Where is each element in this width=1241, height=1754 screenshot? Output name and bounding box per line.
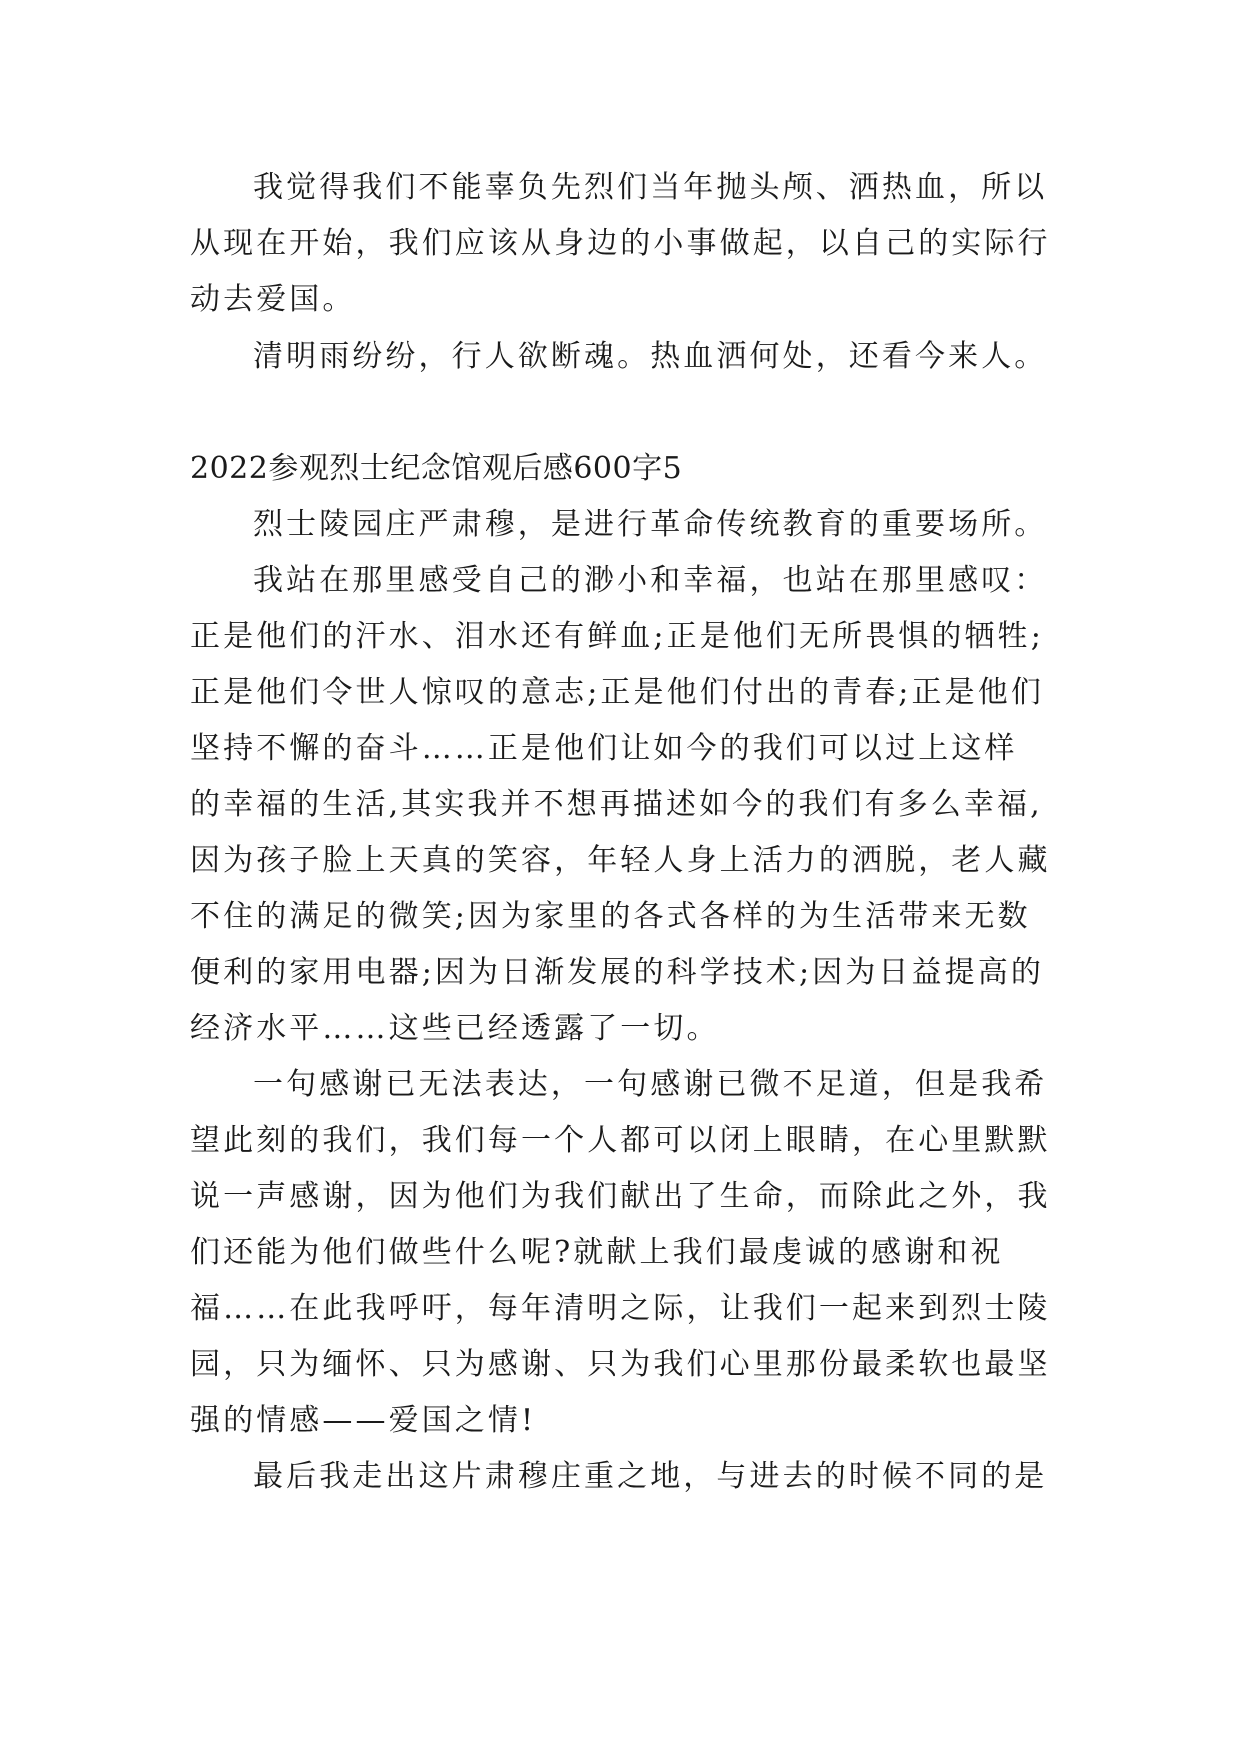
paragraph-line: 烈士陵园庄严肃穆，是进行革命传统教育的重要场所。 — [253, 507, 1048, 542]
paragraph-line: 说一声感谢，因为他们为我们献出了生命，而除此之外，我 — [190, 1179, 1051, 1214]
paragraph-line: 清明雨纷纷，行人欲断魂。热血洒何处，还看今来人。 — [253, 339, 1048, 374]
paragraph-line: 正是他们令世人惊叹的意志;正是他们付出的青春;正是他们 — [190, 675, 1044, 710]
paragraph-line: 我觉得我们不能辜负先烈们当年抛头颅、洒热血，所以 — [253, 170, 1048, 205]
paragraph-line: 望此刻的我们，我们每一个人都可以闭上眼睛，在心里默默 — [190, 1123, 1051, 1158]
section-heading: 2022参观烈士纪念馆观后感600字5 — [190, 451, 683, 486]
paragraph-line: 便利的家用电器;因为日渐发展的科学技术;因为日益提高的 — [190, 955, 1044, 990]
paragraph-line: 最后我走出这片肃穆庄重之地，与进去的时候不同的是 — [253, 1459, 1048, 1494]
paragraph-line: 强的情感——爱国之情! — [190, 1403, 537, 1438]
paragraph-line: 从现在开始，我们应该从身边的小事做起，以自己的实际行 — [190, 226, 1051, 261]
paragraph-line: 坚持不懈的奋斗……正是他们让如今的我们可以过上这样 — [190, 731, 1018, 766]
paragraph-line: 们还能为他们做些什么呢?就献上我们最虔诚的感谢和祝 — [190, 1235, 1004, 1270]
paragraph-line: 因为孩子脸上天真的笑容，年轻人身上活力的洒脱，老人藏 — [190, 843, 1051, 878]
paragraph-line: 正是他们的汗水、泪水还有鲜血;正是他们无所畏惧的牺牲; — [190, 619, 1044, 654]
paragraph-line: 一句感谢已无法表达，一句感谢已微不足道，但是我希 — [253, 1067, 1048, 1102]
paragraph-line: 动去爱国。 — [190, 282, 356, 317]
paragraph-line: 不住的满足的微笑;因为家里的各式各样的为生活带来无数 — [190, 899, 1031, 934]
paragraph-line: 经济水平……这些已经透露了一切。 — [190, 1011, 720, 1046]
paragraph-line: 我站在那里感受自己的渺小和幸福，也站在那里感叹： — [253, 563, 1048, 598]
paragraph-line: 福……在此我呼吁，每年清明之际，让我们一起来到烈士陵 — [190, 1291, 1051, 1326]
paragraph-line: 的幸福的生活,其实我并不想再描述如今的我们有多么幸福, — [190, 787, 1043, 822]
paragraph-line: 园，只为缅怀、只为感谢、只为我们心里那份最柔软也最坚 — [190, 1347, 1051, 1382]
